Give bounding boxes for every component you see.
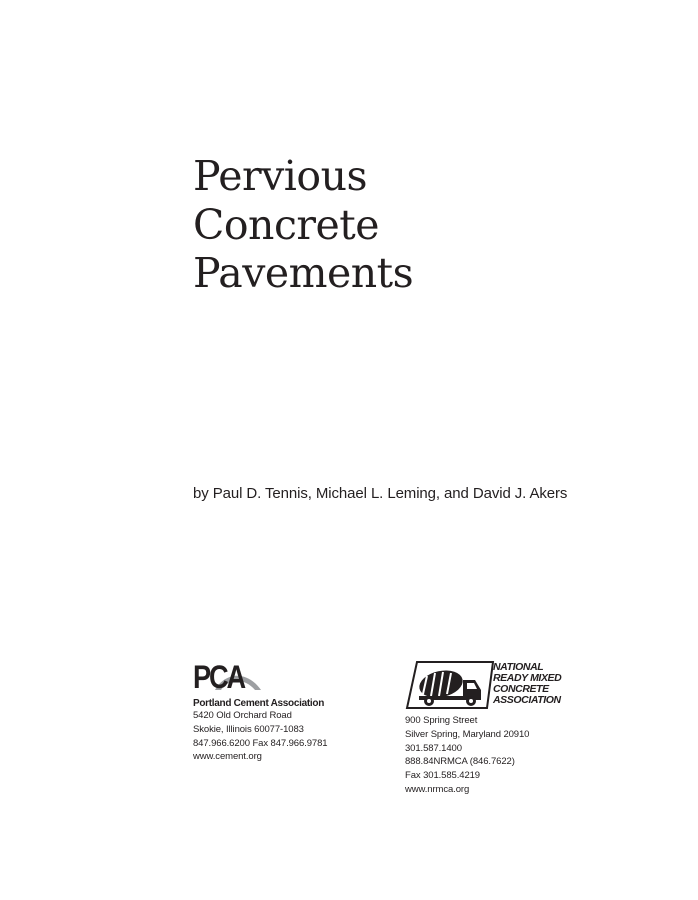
title-line-1: Pervious xyxy=(193,152,368,200)
nrmca-address-street: 900 Spring Street xyxy=(405,715,478,726)
nrmca-address-web: www.nrmca.org xyxy=(405,783,470,795)
pca-publisher-block xyxy=(193,660,383,764)
mixer-truck-icon xyxy=(405,660,495,710)
pca-address-web: www.cement.org xyxy=(193,751,262,763)
nrmca-wordmark-line-3: CONCRETE xyxy=(493,683,549,695)
pca-address xyxy=(193,709,383,764)
nrmca-address-fax: Fax 301.585.4219 xyxy=(405,770,480,782)
pca-logo-text: PCA xyxy=(193,659,245,695)
title-line-3: Pavements xyxy=(193,249,414,297)
nrmca-logo xyxy=(405,660,565,710)
pca-address-street: 5420 Old Orchard Road xyxy=(193,710,292,721)
nrmca-wordmark-line-4: ASSOCIATION xyxy=(493,694,561,706)
document-title xyxy=(193,152,413,298)
title-line-2: Concrete xyxy=(193,200,380,249)
pca-address-city: Skokie, Illinois 60077-1083 xyxy=(193,723,304,735)
nrmca-wordmark xyxy=(493,662,561,706)
pca-name: Portland Cement Association xyxy=(193,698,324,709)
pca-logo xyxy=(193,660,273,694)
authors-byline: by Paul D. Tennis, Michael L. Leming, and David J. Akers xyxy=(193,485,568,502)
nrmca-address xyxy=(405,714,605,797)
nrmca-wordmark-line-2: READY MIXED xyxy=(493,672,562,684)
nrmca-wordmark-line-1: NATIONAL xyxy=(493,661,544,673)
nrmca-address-phone: 301.587.1400 xyxy=(405,742,462,754)
nrmca-publisher-block xyxy=(405,660,605,797)
pca-address-phone: 847.966.6200 Fax 847.966.9781 xyxy=(193,737,328,749)
nrmca-address-tollfree: 888.84NRMCA (846.7622) xyxy=(405,756,515,768)
nrmca-address-city: Silver Spring, Maryland 20910 xyxy=(405,728,530,740)
